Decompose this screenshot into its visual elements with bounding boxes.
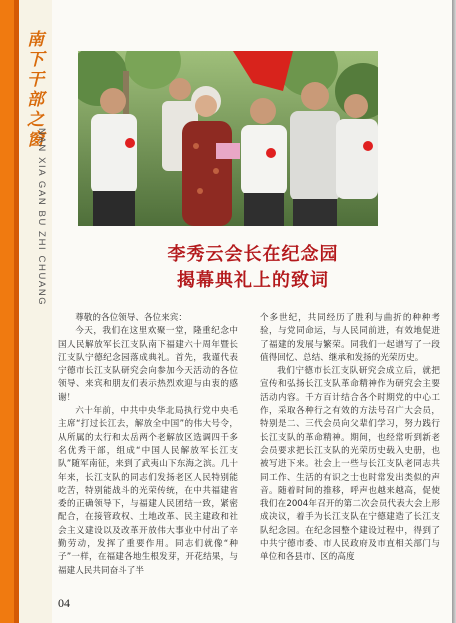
page-edge-shadow bbox=[452, 0, 456, 623]
ceremony-photo bbox=[78, 51, 378, 226]
page-number: 04 bbox=[58, 596, 70, 610]
article-column-left bbox=[58, 312, 238, 578]
paragraph: 个多世纪，共同经历了胜利与曲折的种种考验，与党同命运，与人民同前进，有效地促进了福建的发展与繁荣。同我们一起谱写了一段值得回忆、总结、继承和发扬的光荣历史。 bbox=[260, 313, 440, 363]
magazine-pinyin: NAN XIA GAN BU ZHI CHUANG bbox=[36, 128, 47, 307]
paragraph: 尊敬的各位领导、各位来宾： bbox=[75, 313, 187, 323]
magazine-title: 南下干部之窗 bbox=[23, 30, 43, 150]
paragraph: 六十年前，中共中央华北局执行党中央毛主席“打过长江去，解放全中国”的伟大号令，从所属的太行和太岳两个老解放区选调四千多名优秀干部，组成“中国人民解放军长江支队”随军南征，来到了武夷山下东海之滨。几十年来，长江支队的同志们发扬老区人民特别能吃苦，特别能战斗的光荣传统，在中共福建省委的正确领导下，与福建人民团结一致，紧密配合，在接管政权、土地改革、民主建政和社会主义建设以及改革开放伟大事业中付出了辛勤劳动，发挥了重要作用。同志们就像“种子”一样，在福建各地生根发芽，开花结果，与福建人民共同奋斗了半 bbox=[58, 406, 238, 576]
article-column-right bbox=[260, 312, 440, 565]
headline-line-2: 揭幕典礼上的致词 bbox=[177, 270, 329, 291]
paragraph: 今天，我们在这里欢聚一堂，隆重纪念中国人民解放军长江支队南下福建六十周年暨长江支队宁德纪念园落成典礼。首先，我谨代表宁德市长江支队研究会向参加今天活动的各位领导、来宾和朋友们表示热烈欢迎与由衷的感谢！ bbox=[58, 326, 238, 403]
orange-stripe-shade bbox=[14, 0, 19, 623]
ceremony-photo-art bbox=[78, 51, 378, 226]
sidebar-band bbox=[0, 0, 52, 623]
headline-line-1: 李秀云会长在纪念园 bbox=[167, 244, 339, 265]
article-headline bbox=[54, 242, 452, 294]
paragraph: 我们宁德市长江支队研究会成立后，就把宣传和弘扬长江支队革命精神作为研究会主要活动内容。千方百计结合各个时期党的中心工作，采取各种行之有效的方法号召广大会员，特别是二、三代会员向父辈们学习，努力践行长江支队的革命精神。期间，也经常听到新老会员要求把长江支队的光荣历史载入史册，也被写进下来。社会上一些与长江支队老同志共同工作、生活的有识之士也时常发出类似的声音。随着时间的推移，呼声也越来越高，促使我们在2004年召开的第二次会员代表大会上形成决议，着手为长江支队在宁德建造了长江支队纪念园。在纪念园整个建设过程中，得到了中共宁德市委、市人民政府及市直相关部门与单位和各县市、区的高度 bbox=[260, 366, 440, 563]
